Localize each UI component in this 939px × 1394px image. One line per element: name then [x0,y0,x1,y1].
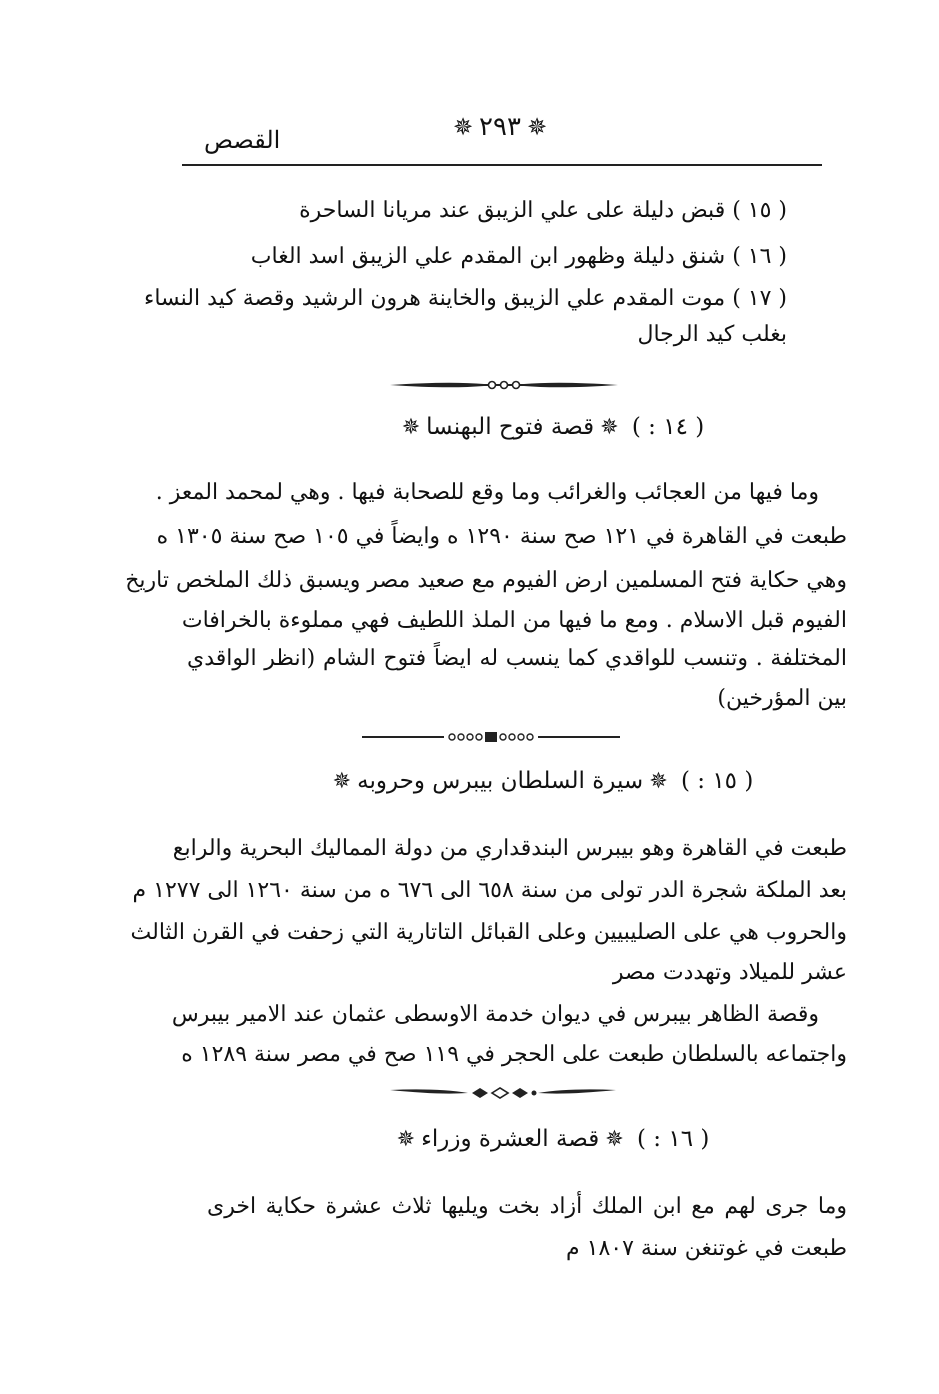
section-number: ( ١٦ : ) [636,1126,710,1152]
paragraph-line: وما جرى لهم مع ابن الملك أزاد بخت ويليها ثلاث عشرة حكاية اخرى [207,1194,847,1219]
list-item-17: ( ١٧ ) موت المقدم علي الزيبق والخاينة هرون الرشيد وقصة كيد النساء [143,286,787,311]
section-number: ( ١٥ : ) [680,768,754,794]
running-title: القصص [204,126,281,154]
paragraph-line: وقصة الظاهر بيبرس في ديوان خدمة الاوسطى عثمان عند الامير بيبرس [171,1002,819,1027]
star-ornament-icon: ✵ [526,113,548,141]
paragraph-line: والحروب هي على الصليبيين وعلى القبائل التاتارية التي زحفت في القرن الثالث [130,920,847,945]
page-header [180,108,820,156]
paragraph-line: بعد الملكة شجرة الدر تولى من سنة ٦٥٨ الى ٦٧٦ ه من سنة ١٢٦٠ الى ١٢٧٧ م [132,878,847,903]
paragraph-line: طبعت في القاهرة وهو بيبرس البندقداري من دولة المماليك البحرية والرابع [172,836,847,861]
star-ornament-icon: ✵ [649,769,668,794]
header-rule [182,164,822,166]
list-item-15: ( ١٥ ) قبض دليلة على علي الزيبق عند مريانا الساحرة [299,198,787,223]
paragraph-line: طبعت في القاهرة في ١٢١ صح سنة ١٢٩٠ ه وايضاً في ١٠٥ صح سنة ١٣٠٥ ه [156,524,847,549]
star-ornament-icon: ✵ [401,415,421,440]
section-title: قصة فتوح البهنسا [426,414,595,440]
section-heading-15 [320,768,760,794]
section-title: قصة العشرة وزراء [421,1126,600,1152]
paragraph-line: المختلفة . وتنسب للواقدي كما ينسب له ايضاً فتوح الشام (انظر الواقدي [187,646,847,671]
paragraph-line: بين المؤرخين) [717,686,847,711]
section-heading-14 [330,414,770,440]
paragraph-line: الفيوم قبل الاسلام . ومع ما فيها من الملذ اللطيف فهي مملوءة بالخرافات [181,608,847,633]
star-ornament-icon: ✵ [600,415,619,440]
paragraph-line: عشر للميلاد وتهددت مصر [612,960,847,985]
star-ornament-icon: ✵ [396,1127,416,1152]
paragraph-line: طبعت في غوتنغن سنة ١٨٠٧ م [566,1236,847,1261]
section-heading-16 [330,1126,770,1152]
paragraph-line: وهي حكاية فتح المسلمين ارض الفيوم مع صعيد مصر ويسبق ذلك الملخص تاريخ [125,568,847,593]
section-title: سيرة السلطان بيبرس وحروبه [357,768,644,794]
star-ornament-icon: ✵ [605,1127,624,1152]
paragraph-line: وما فيها من العجائب والغرائب وما وقع للصحابة فيها . وهي لمحمد المعز . [155,480,819,505]
page-number-text: ٢٩٣ [479,112,521,142]
star-ornament-icon: ✵ [332,769,352,794]
section-divider [388,378,620,392]
paragraph-line: واجتماعه بالسلطان طبعت على الحجر في ١١٩ صح في مصر سنة ١٢٨٩ ه [181,1042,847,1067]
list-item-17-continued: بغلب كيد الرجال [637,322,787,347]
star-ornament-icon: ✵ [452,113,474,141]
section-divider [360,730,622,744]
section-divider [388,1086,618,1100]
section-number: ( ١٤ : ) [631,414,705,440]
list-item-16: ( ١٦ ) شنق دليلة وظهور ابن المقدم علي الزيبق اسد الغاب [250,244,787,269]
